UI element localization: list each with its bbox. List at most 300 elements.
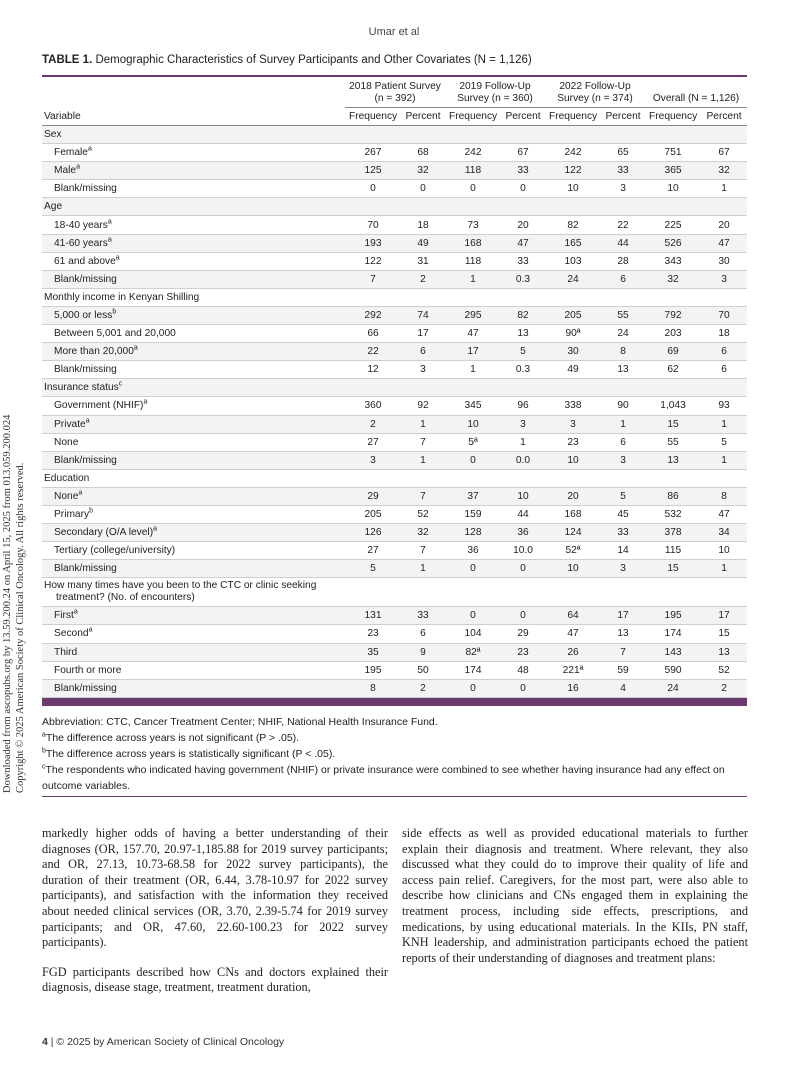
percent-cell: 3 <box>601 451 645 469</box>
percent-cell: 33 <box>501 252 545 270</box>
percent-cell: 47 <box>501 234 545 252</box>
percent-cell: 18 <box>401 216 445 234</box>
row-label: Blank/missing <box>42 180 345 198</box>
percent-cell: 67 <box>701 144 747 162</box>
note-a: $^a$The difference across years is not significant (P > .05). <box>42 731 300 744</box>
percent-cell: 6 <box>401 625 445 643</box>
frequency-cell: 174 <box>645 625 701 643</box>
table-row <box>42 270 747 288</box>
percent-cell: 93 <box>701 397 747 415</box>
frequency-cell: 47 <box>445 325 501 343</box>
frequency-cell: 205 <box>345 505 401 523</box>
percent-cell: 3 <box>701 270 747 288</box>
frequency-cell: 22 <box>345 343 401 361</box>
group-header-overall: Overall (N = 1,126) <box>645 77 747 108</box>
frequency-cell: 32 <box>645 270 701 288</box>
row-label: Government (NHIF)$^a$ <box>42 397 345 415</box>
col-frequency: Frequency <box>545 108 601 126</box>
frequency-cell: 5 <box>345 560 401 578</box>
percent-cell: 1 <box>701 180 747 198</box>
percent-cell: 6 <box>601 270 645 288</box>
percent-cell: 32 <box>401 524 445 542</box>
percent-cell: 1 <box>401 451 445 469</box>
table-row <box>42 607 747 625</box>
percent-cell: 20 <box>501 216 545 234</box>
section-row <box>42 469 747 487</box>
frequency-cell: 3 <box>345 451 401 469</box>
col-variable: Variable <box>42 108 345 126</box>
percent-cell: 10.0 <box>501 542 545 560</box>
percent-cell: 6 <box>701 343 747 361</box>
percent-cell: 17 <box>701 607 747 625</box>
percent-cell: 15 <box>701 625 747 643</box>
percent-cell: 0 <box>501 679 545 697</box>
frequency-cell: 26 <box>545 643 601 661</box>
percent-cell: 31 <box>401 252 445 270</box>
percent-cell: 32 <box>701 162 747 180</box>
percent-cell: 52 <box>701 661 747 679</box>
table-row <box>42 625 747 643</box>
paragraph: FGD participants described how CNs and doctors explained their diagnosis, disease stage, treatment, treatment duration, <box>42 964 388 995</box>
percent-cell: 33 <box>601 162 645 180</box>
frequency-cell: 1,043 <box>645 397 701 415</box>
row-label: First$^a$ <box>42 607 345 625</box>
frequency-cell: 13 <box>645 451 701 469</box>
frequency-cell: 118 <box>445 252 501 270</box>
row-label: Blank/missing <box>42 560 345 578</box>
table-row <box>42 451 747 469</box>
row-label: Secondary (O/A level)$^a$ <box>42 524 345 542</box>
table-row <box>42 361 747 379</box>
body-column-left <box>42 826 388 1010</box>
frequency-cell: 82 <box>545 216 601 234</box>
page-footer <box>42 1036 284 1048</box>
percent-cell: 1 <box>701 415 747 433</box>
row-label: Female$^a$ <box>42 144 345 162</box>
section-row <box>42 198 747 216</box>
frequency-cell: 1 <box>445 270 501 288</box>
frequency-cell: 10 <box>645 180 701 198</box>
percent-cell: 13 <box>501 325 545 343</box>
percent-cell: 20 <box>701 216 747 234</box>
frequency-cell: 590 <box>645 661 701 679</box>
section-label: Insurance status$^c$ <box>42 379 747 397</box>
col-frequency: Frequency <box>645 108 701 126</box>
percent-cell: 48 <box>501 661 545 679</box>
percent-cell: 34 <box>701 524 747 542</box>
frequency-cell: 225 <box>645 216 701 234</box>
frequency-cell: 55 <box>645 433 701 451</box>
percent-cell: 8 <box>601 343 645 361</box>
group-header-2018: 2018 Patient Survey (n = 392) <box>345 77 445 108</box>
group-header-row <box>42 77 747 108</box>
percent-cell: 0.0 <box>501 451 545 469</box>
percent-cell: 0.3 <box>501 270 545 288</box>
percent-cell: 30 <box>701 252 747 270</box>
table-body <box>42 126 747 698</box>
percent-cell: 23 <box>501 643 545 661</box>
notes-rule <box>42 796 747 797</box>
percent-cell: 55 <box>601 306 645 324</box>
percent-cell: 14 <box>601 542 645 560</box>
percent-cell: 0 <box>501 607 545 625</box>
frequency-cell: 360 <box>345 397 401 415</box>
percent-cell: 52 <box>401 505 445 523</box>
frequency-cell: 122 <box>345 252 401 270</box>
percent-cell: 0.3 <box>501 361 545 379</box>
frequency-cell: 24 <box>645 679 701 697</box>
frequency-cell: 35 <box>345 643 401 661</box>
row-label: Primary$^b$ <box>42 505 345 523</box>
frequency-cell: 124 <box>545 524 601 542</box>
frequency-cell: 3 <box>545 415 601 433</box>
table-row <box>42 306 747 324</box>
table-row <box>42 524 747 542</box>
percent-cell: 82 <box>501 306 545 324</box>
percent-cell: 2 <box>401 679 445 697</box>
frequency-cell: 10 <box>545 451 601 469</box>
demographics-table-wrap <box>42 75 747 706</box>
frequency-cell: 122 <box>545 162 601 180</box>
table-row <box>42 643 747 661</box>
table-row <box>42 180 747 198</box>
frequency-cell: 66 <box>345 325 401 343</box>
table-row <box>42 560 747 578</box>
percent-cell: 92 <box>401 397 445 415</box>
note-abbreviation: Abbreviation: CTC, Cancer Treatment Center; NHIF, National Health Insurance Fund. <box>42 716 438 728</box>
column-header-row <box>42 108 747 126</box>
frequency-cell: 86 <box>645 487 701 505</box>
table-row <box>42 505 747 523</box>
percent-cell: 24 <box>601 325 645 343</box>
frequency-cell: 104 <box>445 625 501 643</box>
frequency-cell: 5ª <box>445 433 501 451</box>
col-percent: Percent <box>601 108 645 126</box>
frequency-cell: 1 <box>445 361 501 379</box>
percent-cell: 10 <box>501 487 545 505</box>
percent-cell: 3 <box>601 560 645 578</box>
paragraph: side effects as well as provided educational materials to further explain their diagnosis and treatment. Where relevant, they also discussed what they could do to improve their quality of life and access pain relief. Caregivers, for the most part, were also able to describe how clinicians and CNs engaged them in explaining the treatment process, including side effects, prescriptions, and medications, by using educational materials. In the KIIs, PN staff, KNH leadership, and administration participants echoed the patient reports of their understanding of diagnoses and treatment plans: <box>402 826 748 965</box>
section-row <box>42 379 747 397</box>
group-header-2022: 2022 Follow-Up Survey (n = 374) <box>545 77 645 108</box>
percent-cell: 33 <box>501 162 545 180</box>
footer-copyright: | © 2025 by American Society of Clinical Oncology <box>50 1036 285 1048</box>
percent-cell: 7 <box>401 487 445 505</box>
frequency-cell: 159 <box>445 505 501 523</box>
row-label: Blank/missing <box>42 361 345 379</box>
watermark-line-1: Downloaded from ascopubs.org by 13.59.200.24 on April 15, 2025 from 013.059.200.024 <box>2 414 13 793</box>
percent-cell: 49 <box>401 234 445 252</box>
demographics-table <box>42 77 747 698</box>
table-row <box>42 661 747 679</box>
frequency-cell: 0 <box>445 679 501 697</box>
watermark-line-2: Copyright © 2025 American Society of Clinical Oncology. All rights reserved. <box>15 462 26 793</box>
frequency-cell: 7 <box>345 270 401 288</box>
frequency-cell: 221ª <box>545 661 601 679</box>
body-column-right <box>402 826 748 980</box>
percent-cell: 17 <box>401 325 445 343</box>
frequency-cell: 365 <box>645 162 701 180</box>
frequency-cell: 195 <box>345 661 401 679</box>
frequency-cell: 15 <box>645 415 701 433</box>
percent-cell: 28 <box>601 252 645 270</box>
table-row <box>42 487 747 505</box>
row-label: 18-40 years$^a$ <box>42 216 345 234</box>
frequency-cell: 165 <box>545 234 601 252</box>
percent-cell: 13 <box>601 625 645 643</box>
frequency-cell: 12 <box>345 361 401 379</box>
col-frequency: Frequency <box>345 108 401 126</box>
frequency-cell: 115 <box>645 542 701 560</box>
percent-cell: 8 <box>701 487 747 505</box>
table-row <box>42 216 747 234</box>
section-row <box>42 126 747 144</box>
table-row <box>42 325 747 343</box>
percent-cell: 3 <box>401 361 445 379</box>
frequency-cell: 128 <box>445 524 501 542</box>
frequency-cell: 168 <box>545 505 601 523</box>
frequency-cell: 131 <box>345 607 401 625</box>
percent-cell: 47 <box>701 234 747 252</box>
table-row <box>42 397 747 415</box>
row-label: Second$^a$ <box>42 625 345 643</box>
percent-cell: 59 <box>601 661 645 679</box>
frequency-cell: 193 <box>345 234 401 252</box>
frequency-cell: 295 <box>445 306 501 324</box>
percent-cell: 7 <box>601 643 645 661</box>
table-label: TABLE 1. <box>42 54 93 66</box>
frequency-cell: 242 <box>445 144 501 162</box>
frequency-cell: 0 <box>445 451 501 469</box>
row-label: None <box>42 433 345 451</box>
percent-cell: 2 <box>401 270 445 288</box>
frequency-cell: 37 <box>445 487 501 505</box>
page-number: 4 <box>42 1036 48 1048</box>
frequency-cell: 205 <box>545 306 601 324</box>
frequency-cell: 20 <box>545 487 601 505</box>
percent-cell: 0 <box>501 560 545 578</box>
frequency-cell: 23 <box>545 433 601 451</box>
percent-cell: 47 <box>701 505 747 523</box>
percent-cell: 5 <box>501 343 545 361</box>
table-row <box>42 252 747 270</box>
percent-cell: 1 <box>601 415 645 433</box>
section-row <box>42 288 747 306</box>
frequency-cell: 292 <box>345 306 401 324</box>
percent-cell: 13 <box>601 361 645 379</box>
frequency-cell: 0 <box>345 180 401 198</box>
percent-cell: 6 <box>601 433 645 451</box>
frequency-cell: 532 <box>645 505 701 523</box>
percent-cell: 0 <box>501 180 545 198</box>
frequency-cell: 0 <box>445 180 501 198</box>
section-label: Monthly income in Kenyan Shilling <box>42 288 747 306</box>
frequency-cell: 62 <box>645 361 701 379</box>
percent-cell: 5 <box>701 433 747 451</box>
section-label: How many times have you been to the CTC or clinic seeking treatment? (No. of encounters) <box>42 578 747 607</box>
row-label: 61 and above$^a$ <box>42 252 345 270</box>
frequency-cell: 8 <box>345 679 401 697</box>
percent-cell: 50 <box>401 661 445 679</box>
frequency-cell: 73 <box>445 216 501 234</box>
percent-cell: 32 <box>401 162 445 180</box>
frequency-cell: 267 <box>345 144 401 162</box>
frequency-cell: 195 <box>645 607 701 625</box>
note-c-cont: outcome variables. <box>42 780 131 792</box>
frequency-cell: 378 <box>645 524 701 542</box>
col-frequency: Frequency <box>445 108 501 126</box>
row-label: Male$^a$ <box>42 162 345 180</box>
percent-cell: 1 <box>501 433 545 451</box>
row-label: More than 20,000$^a$ <box>42 343 345 361</box>
frequency-cell: 0 <box>445 607 501 625</box>
percent-cell: 44 <box>601 234 645 252</box>
percent-cell: 65 <box>601 144 645 162</box>
percent-cell: 6 <box>401 343 445 361</box>
frequency-cell: 118 <box>445 162 501 180</box>
note-c: $^c$The respondents who indicated having government (NHIF) or private insurance were combined to see whether having insurance had any effect on <box>42 763 725 776</box>
percent-cell: 6 <box>701 361 747 379</box>
frequency-cell: 125 <box>345 162 401 180</box>
col-percent: Percent <box>401 108 445 126</box>
percent-cell: 13 <box>701 643 747 661</box>
percent-cell: 7 <box>401 542 445 560</box>
percent-cell: 9 <box>401 643 445 661</box>
table-caption: Demographic Characteristics of Survey Participants and Other Covariates (N = 1,126) <box>95 54 532 66</box>
frequency-cell: 24 <box>545 270 601 288</box>
frequency-cell: 49 <box>545 361 601 379</box>
frequency-cell: 526 <box>645 234 701 252</box>
table-row <box>42 144 747 162</box>
frequency-cell: 338 <box>545 397 601 415</box>
paragraph: markedly higher odds of having a better understanding of their diagnoses (OR, 157.70, 20.97-1,185.88 for 2019 survey participants; and OR, 27.13, 10.73-68.58 for 2022 survey participants), the duration of their treatment (OR, 6.44, 3.78-10.97 for 2022 survey participants), and satisfaction with the information they received about needed clinical services (OR, 3.70, 2.39-5.74 for 2019 survey participants; and OR, 47.60, 22.60-100.23 for 2022 survey participants). <box>42 826 388 950</box>
frequency-cell: 64 <box>545 607 601 625</box>
percent-cell: 90 <box>601 397 645 415</box>
percent-cell: 0 <box>401 180 445 198</box>
row-label: Blank/missing <box>42 270 345 288</box>
frequency-cell: 203 <box>645 325 701 343</box>
frequency-cell: 792 <box>645 306 701 324</box>
frequency-cell: 10 <box>545 560 601 578</box>
row-label: Between 5,001 and 20,000 <box>42 325 345 343</box>
percent-cell: 36 <box>501 524 545 542</box>
frequency-cell: 17 <box>445 343 501 361</box>
percent-cell: 44 <box>501 505 545 523</box>
frequency-cell: 168 <box>445 234 501 252</box>
percent-cell: 18 <box>701 325 747 343</box>
frequency-cell: 345 <box>445 397 501 415</box>
frequency-cell: 15 <box>645 560 701 578</box>
percent-cell: 33 <box>401 607 445 625</box>
table-row <box>42 162 747 180</box>
col-percent: Percent <box>701 108 747 126</box>
group-header-2019: 2019 Follow-Up Survey (n = 360) <box>445 77 545 108</box>
table-row <box>42 415 747 433</box>
frequency-cell: 174 <box>445 661 501 679</box>
frequency-cell: 10 <box>445 415 501 433</box>
frequency-cell: 29 <box>345 487 401 505</box>
table-title <box>42 54 532 66</box>
percent-cell: 68 <box>401 144 445 162</box>
frequency-cell: 2 <box>345 415 401 433</box>
percent-cell: 1 <box>401 560 445 578</box>
frequency-cell: 70 <box>345 216 401 234</box>
percent-cell: 74 <box>401 306 445 324</box>
percent-cell: 3 <box>501 415 545 433</box>
percent-cell: 4 <box>601 679 645 697</box>
percent-cell: 70 <box>701 306 747 324</box>
frequency-cell: 82ª <box>445 643 501 661</box>
table-row <box>42 234 747 252</box>
row-label: 41-60 years$^a$ <box>42 234 345 252</box>
frequency-cell: 27 <box>345 542 401 560</box>
percent-cell: 33 <box>601 524 645 542</box>
row-label: Tertiary (college/university) <box>42 542 345 560</box>
percent-cell: 22 <box>601 216 645 234</box>
percent-cell: 67 <box>501 144 545 162</box>
table-row <box>42 343 747 361</box>
download-watermark <box>1 353 27 793</box>
frequency-cell: 751 <box>645 144 701 162</box>
percent-cell: 17 <box>601 607 645 625</box>
frequency-cell: 0 <box>445 560 501 578</box>
frequency-cell: 47 <box>545 625 601 643</box>
frequency-cell: 343 <box>645 252 701 270</box>
table-row <box>42 679 747 697</box>
section-label: Education <box>42 469 747 487</box>
frequency-cell: 30 <box>545 343 601 361</box>
col-percent: Percent <box>501 108 545 126</box>
percent-cell: 2 <box>701 679 747 697</box>
row-label: Blank/missing <box>42 679 345 697</box>
percent-cell: 1 <box>701 451 747 469</box>
percent-cell: 7 <box>401 433 445 451</box>
table-bottom-bar <box>42 698 747 706</box>
percent-cell: 1 <box>701 560 747 578</box>
frequency-cell: 10 <box>545 180 601 198</box>
percent-cell: 1 <box>401 415 445 433</box>
table-notes <box>42 714 752 794</box>
section-row <box>42 578 747 607</box>
row-label: Blank/missing <box>42 451 345 469</box>
percent-cell: 96 <box>501 397 545 415</box>
frequency-cell: 16 <box>545 679 601 697</box>
frequency-cell: 143 <box>645 643 701 661</box>
section-label: Sex <box>42 126 747 144</box>
frequency-cell: 90ª <box>545 325 601 343</box>
frequency-cell: 69 <box>645 343 701 361</box>
table-row <box>42 542 747 560</box>
percent-cell: 29 <box>501 625 545 643</box>
row-label: Third <box>42 643 345 661</box>
note-b: $^b$The difference across years is statistically significant (P < .05). <box>42 747 336 760</box>
running-head: Umar et al <box>368 26 420 38</box>
row-label: Fourth or more <box>42 661 345 679</box>
frequency-cell: 36 <box>445 542 501 560</box>
row-label: 5,000 or less$^b$ <box>42 306 345 324</box>
frequency-cell: 52ª <box>545 542 601 560</box>
row-label: Private$^a$ <box>42 415 345 433</box>
frequency-cell: 23 <box>345 625 401 643</box>
percent-cell: 5 <box>601 487 645 505</box>
frequency-cell: 242 <box>545 144 601 162</box>
percent-cell: 3 <box>601 180 645 198</box>
percent-cell: 45 <box>601 505 645 523</box>
frequency-cell: 103 <box>545 252 601 270</box>
frequency-cell: 27 <box>345 433 401 451</box>
frequency-cell: 126 <box>345 524 401 542</box>
table-row <box>42 433 747 451</box>
